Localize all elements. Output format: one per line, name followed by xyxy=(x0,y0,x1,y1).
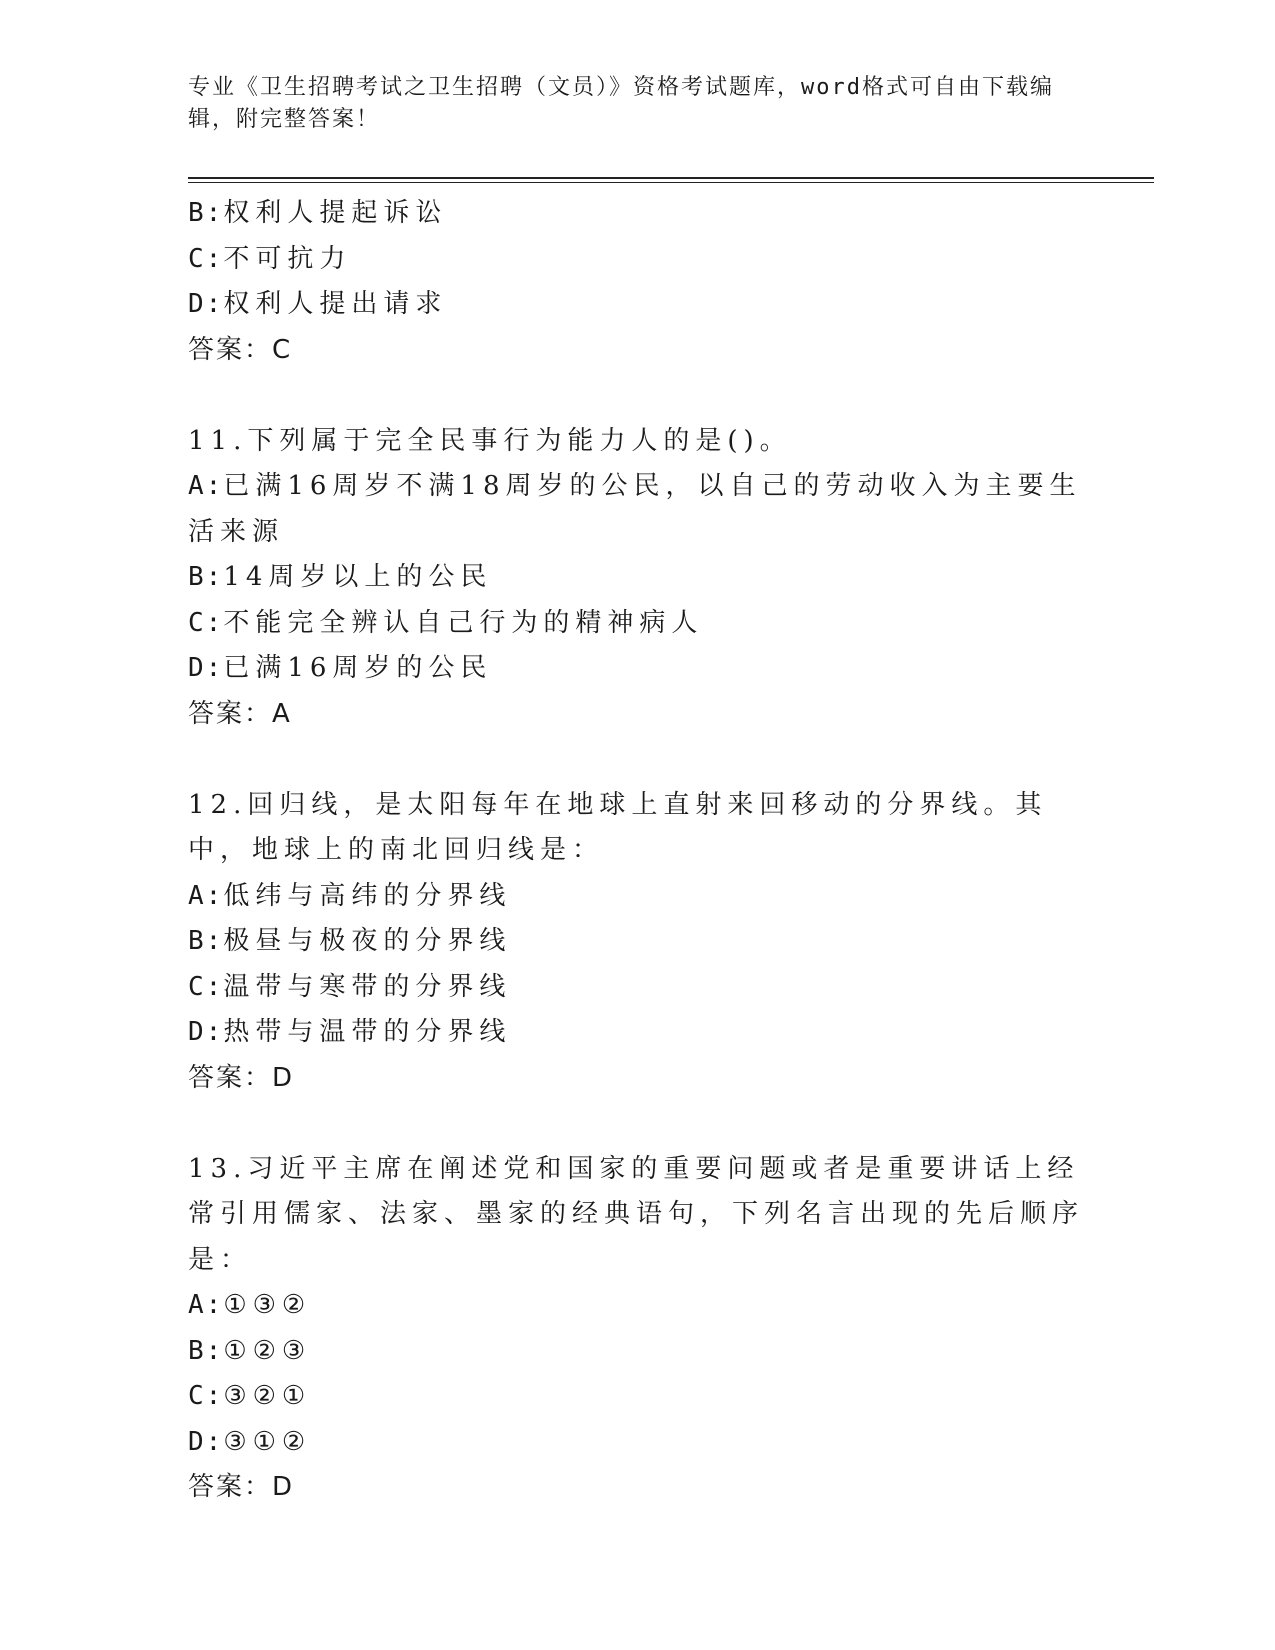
option-d: D:已满16周岁的公民 xyxy=(188,653,493,683)
answer-line: 答案：D xyxy=(188,1472,295,1502)
option-b: B:极昼与极夜的分界线 xyxy=(188,926,512,956)
option-d: D:权利人提出请求 xyxy=(188,289,448,319)
option-a: A:低纬与高纬的分界线 xyxy=(188,880,512,911)
option-b: B:14周岁以上的公民 xyxy=(188,562,493,592)
answer-line: 答案：A xyxy=(188,698,292,729)
header-divider-thick xyxy=(188,177,1154,179)
option-c: C:不可抗力 xyxy=(188,243,352,274)
answer-line: 答案：C xyxy=(188,334,293,365)
option-c: C:③②① xyxy=(188,1381,312,1411)
header-divider-thin xyxy=(188,182,1154,183)
spacer xyxy=(188,737,1088,783)
option-c: C:温带与寒带的分界线 xyxy=(188,971,512,1002)
spacer xyxy=(188,1101,1088,1147)
question-stem: 12.回归线，是太阳每年在地球上直射来回移动的分界线。其中，地球上的南北回归线是： xyxy=(188,789,1048,865)
document-header: 专业《卫生招聘考试之卫生招聘（文员）》资格考试题库，word格式可自由下载编辑，附完整答案！ xyxy=(188,75,1054,132)
option-a: A:①③② xyxy=(188,1290,312,1320)
option-c: C:不能完全辨认自己行为的精神病人 xyxy=(188,607,704,638)
option-d: D:③①② xyxy=(188,1426,312,1457)
option-a: A:已满16周岁不满18周岁的公民，以自己的劳动收入为主要生活来源 xyxy=(188,471,1082,547)
option-b: B:权利人提起诉讼 xyxy=(188,198,448,228)
question-stem: 13.习近平主席在阐述党和国家的重要问题或者是重要讲话上经常引用儒家、法家、墨家的经典语句，下列名言出现的先后顺序是： xyxy=(188,1153,1085,1275)
question-stem: 11.下列属于完全民事行为能力人的是()。 xyxy=(188,425,792,456)
option-d: D:热带与温带的分界线 xyxy=(188,1017,512,1047)
answer-line: 答案：D xyxy=(188,1062,295,1093)
spacer xyxy=(188,373,1088,419)
question-list xyxy=(188,191,1088,1511)
option-b: B:①②③ xyxy=(188,1335,312,1366)
